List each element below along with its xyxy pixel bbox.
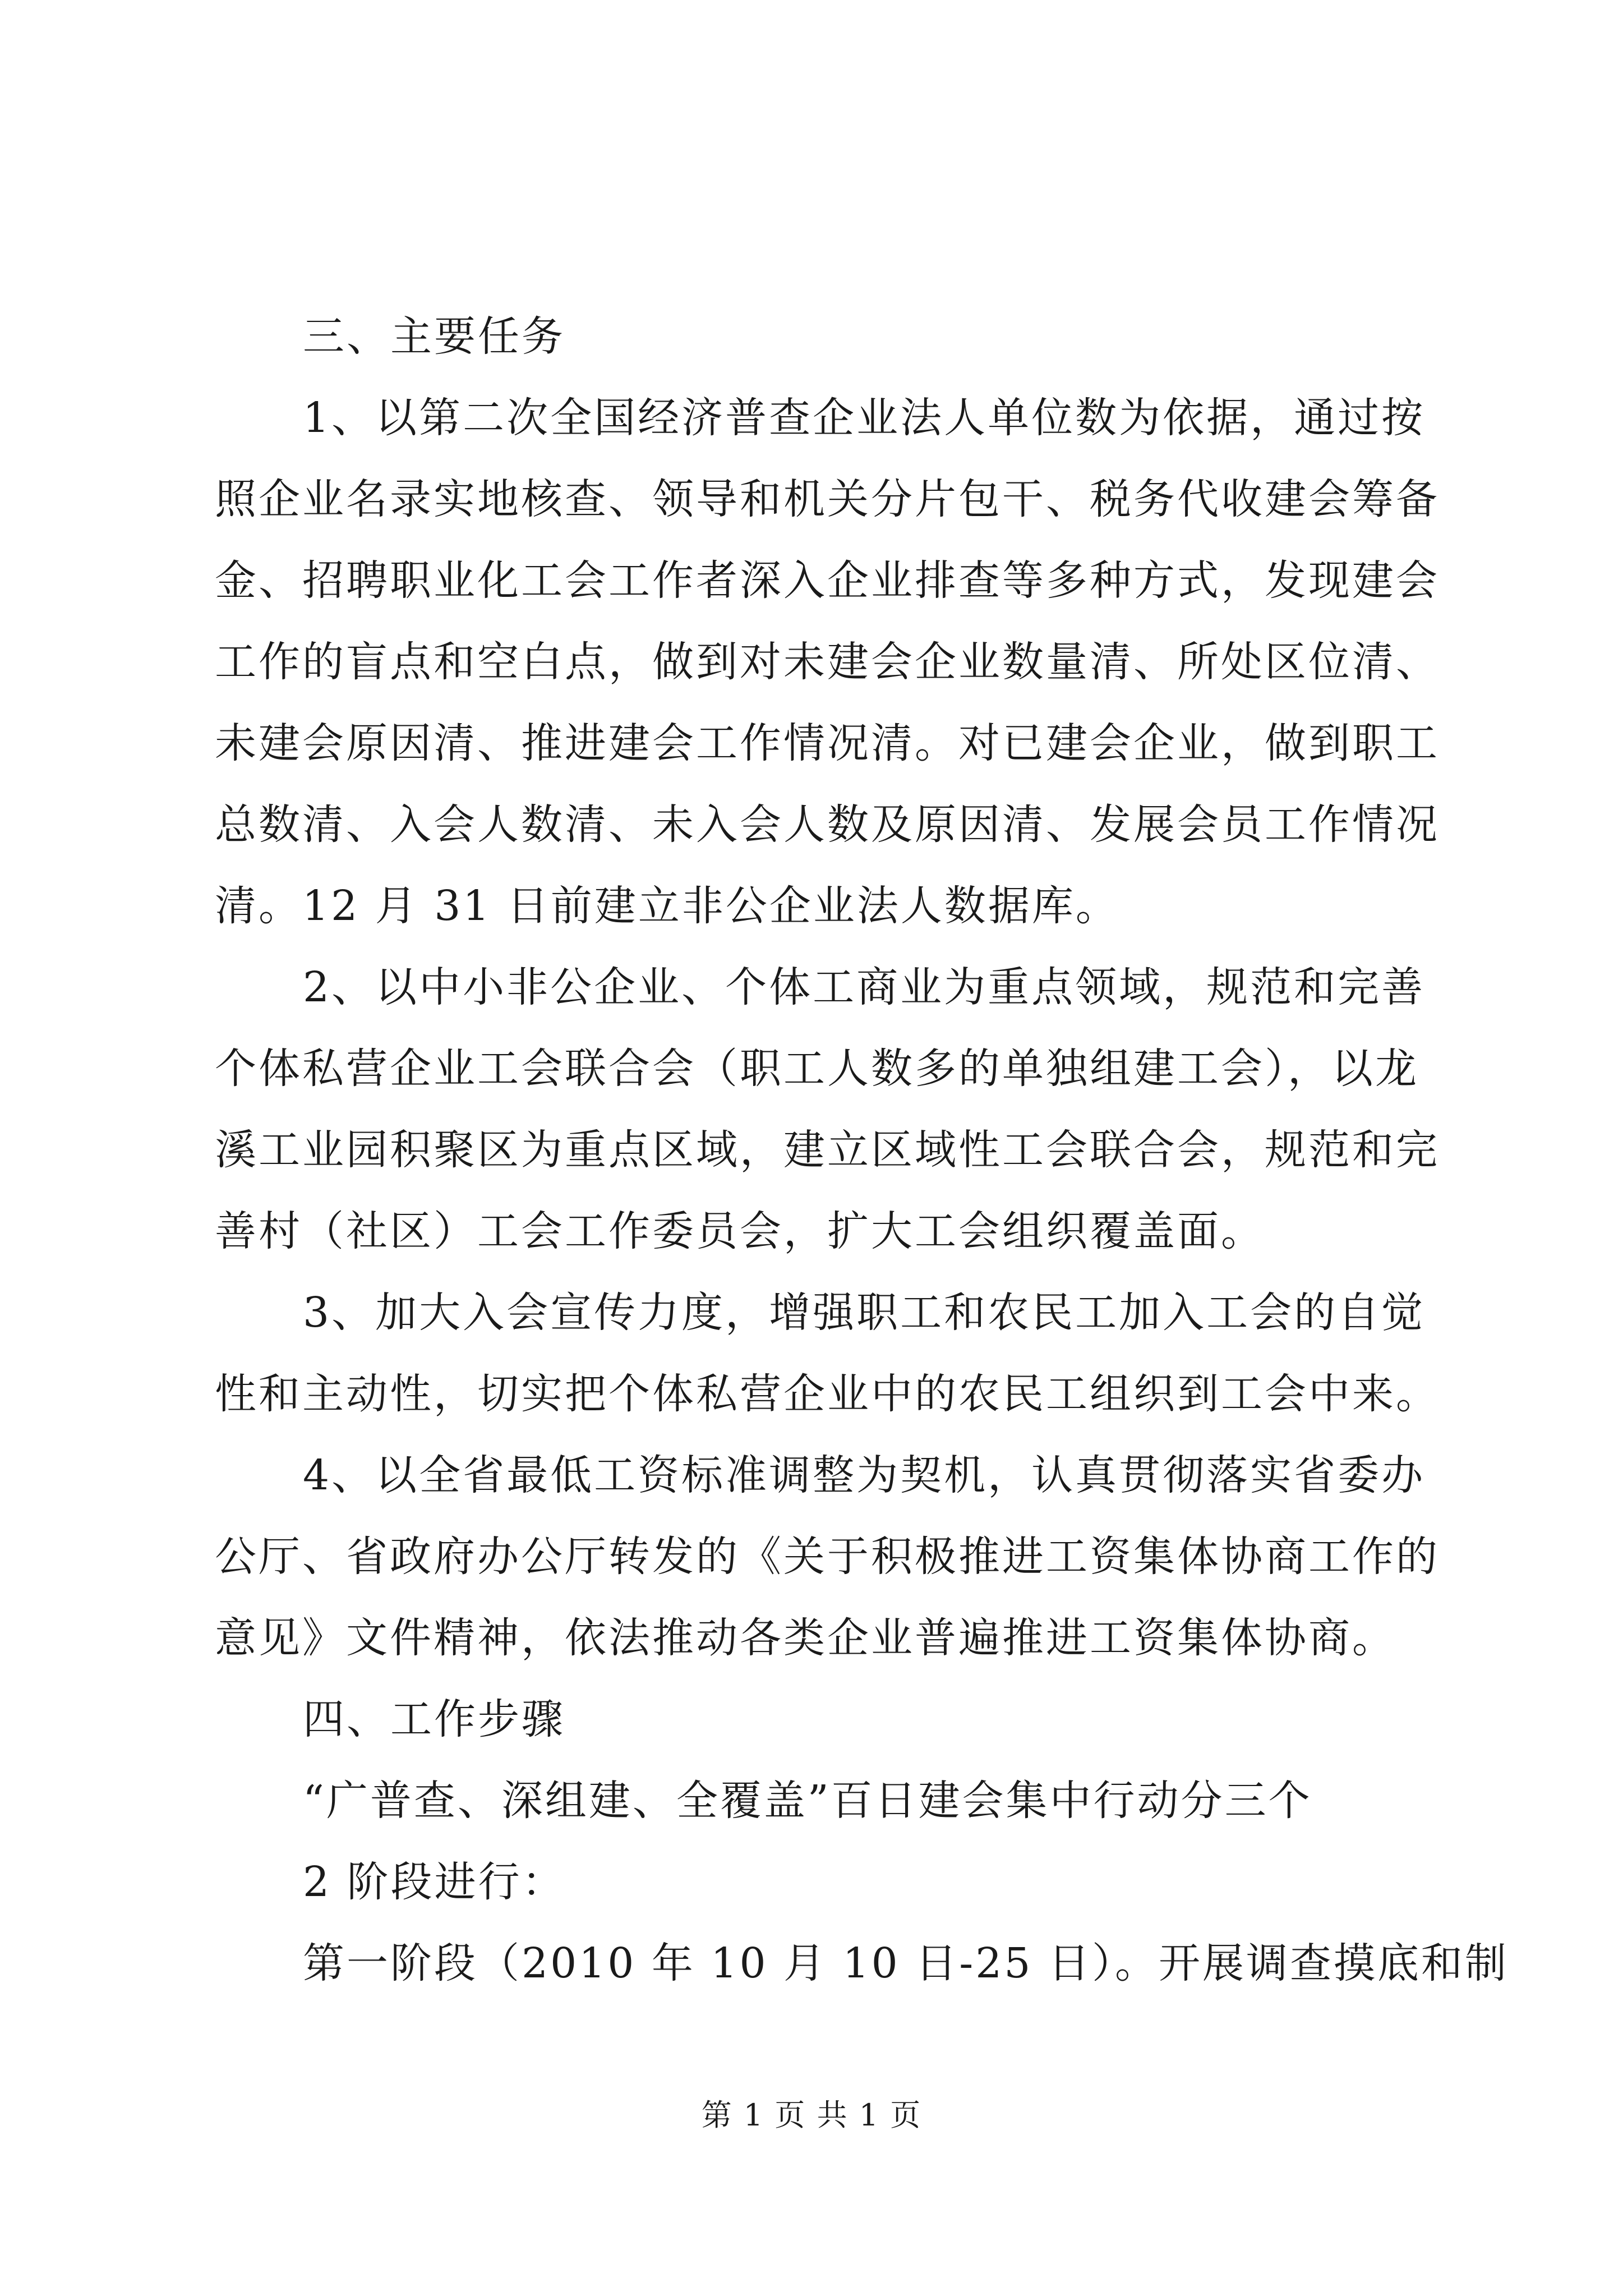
section-heading-work-steps: 四、工作步骤 xyxy=(303,1695,565,1743)
paragraph-line: 4、以全省最低工资标准调整为契机，认真贯彻落实省委办 xyxy=(303,1451,1426,1499)
section-heading-main-tasks: 三、主要任务 xyxy=(303,312,565,361)
paragraph-line: 意见》文件精神，依法推动各类企业普遍推进工资集体协商。 xyxy=(215,1614,1396,1662)
paragraph-line: 工作的盲点和空白点，做到对未建会企业数量清、所处区位清、 xyxy=(215,638,1440,686)
paragraph-line: 个体私营企业工会联合会（职工人数多的单独组建工会），以龙 xyxy=(215,1045,1419,1093)
paragraph-line: 2、以中小非公企业、个体工商业为重点领域，规范和完善 xyxy=(303,963,1426,1011)
paragraph-line: 照企业名录实地核查、领导和机关分片包干、税务代收建会筹备 xyxy=(215,475,1440,523)
paragraph-line: 总数清、入会人数清、未入会人数及原因清、发展会员工作情况 xyxy=(215,800,1440,849)
paragraph-line: 金、招聘职业化工会工作者深入企业排查等多种方式，发现建会 xyxy=(215,556,1440,605)
paragraph-line: 性和主动性，切实把个体私营企业中的农民工组织到工会中来。 xyxy=(215,1370,1440,1418)
page-number-footer: 第 1 页 共 1 页 xyxy=(701,2097,922,2133)
paragraph-line: 未建会原因清、推进建会工作情况清。对已建会企业，做到职工 xyxy=(215,719,1440,767)
paragraph-line: 溪工业园积聚区为重点区域，建立区域性工会联合会，规范和完 xyxy=(215,1126,1440,1174)
paragraph-line: 3、加大入会宣传力度，增强职工和农民工加入工会的自觉 xyxy=(303,1289,1426,1337)
paragraph-line: 1、以第二次全国经济普查企业法人单位数为依据，通过按 xyxy=(303,394,1426,442)
paragraph-line: 2 阶段进行： xyxy=(303,1858,566,1906)
paragraph-line: “广普查、深组建、全覆盖”百日建会集中行动分三个 xyxy=(303,1777,1312,1825)
paragraph-line: 清。12 月 31 日前建立非公企业法人数据库。 xyxy=(215,882,1119,930)
paragraph-line: 公厅、省政府办公厅转发的《关于积极推进工资集体协商工作的 xyxy=(215,1533,1440,1581)
paragraph-line: 善村（社区）工会工作委员会，扩大工会组织覆盖面。 xyxy=(215,1207,1265,1255)
paragraph-line: 第一阶段（2010 年 10 月 10 日-25 日）。开展调查摸底和制 xyxy=(303,1939,1509,1987)
